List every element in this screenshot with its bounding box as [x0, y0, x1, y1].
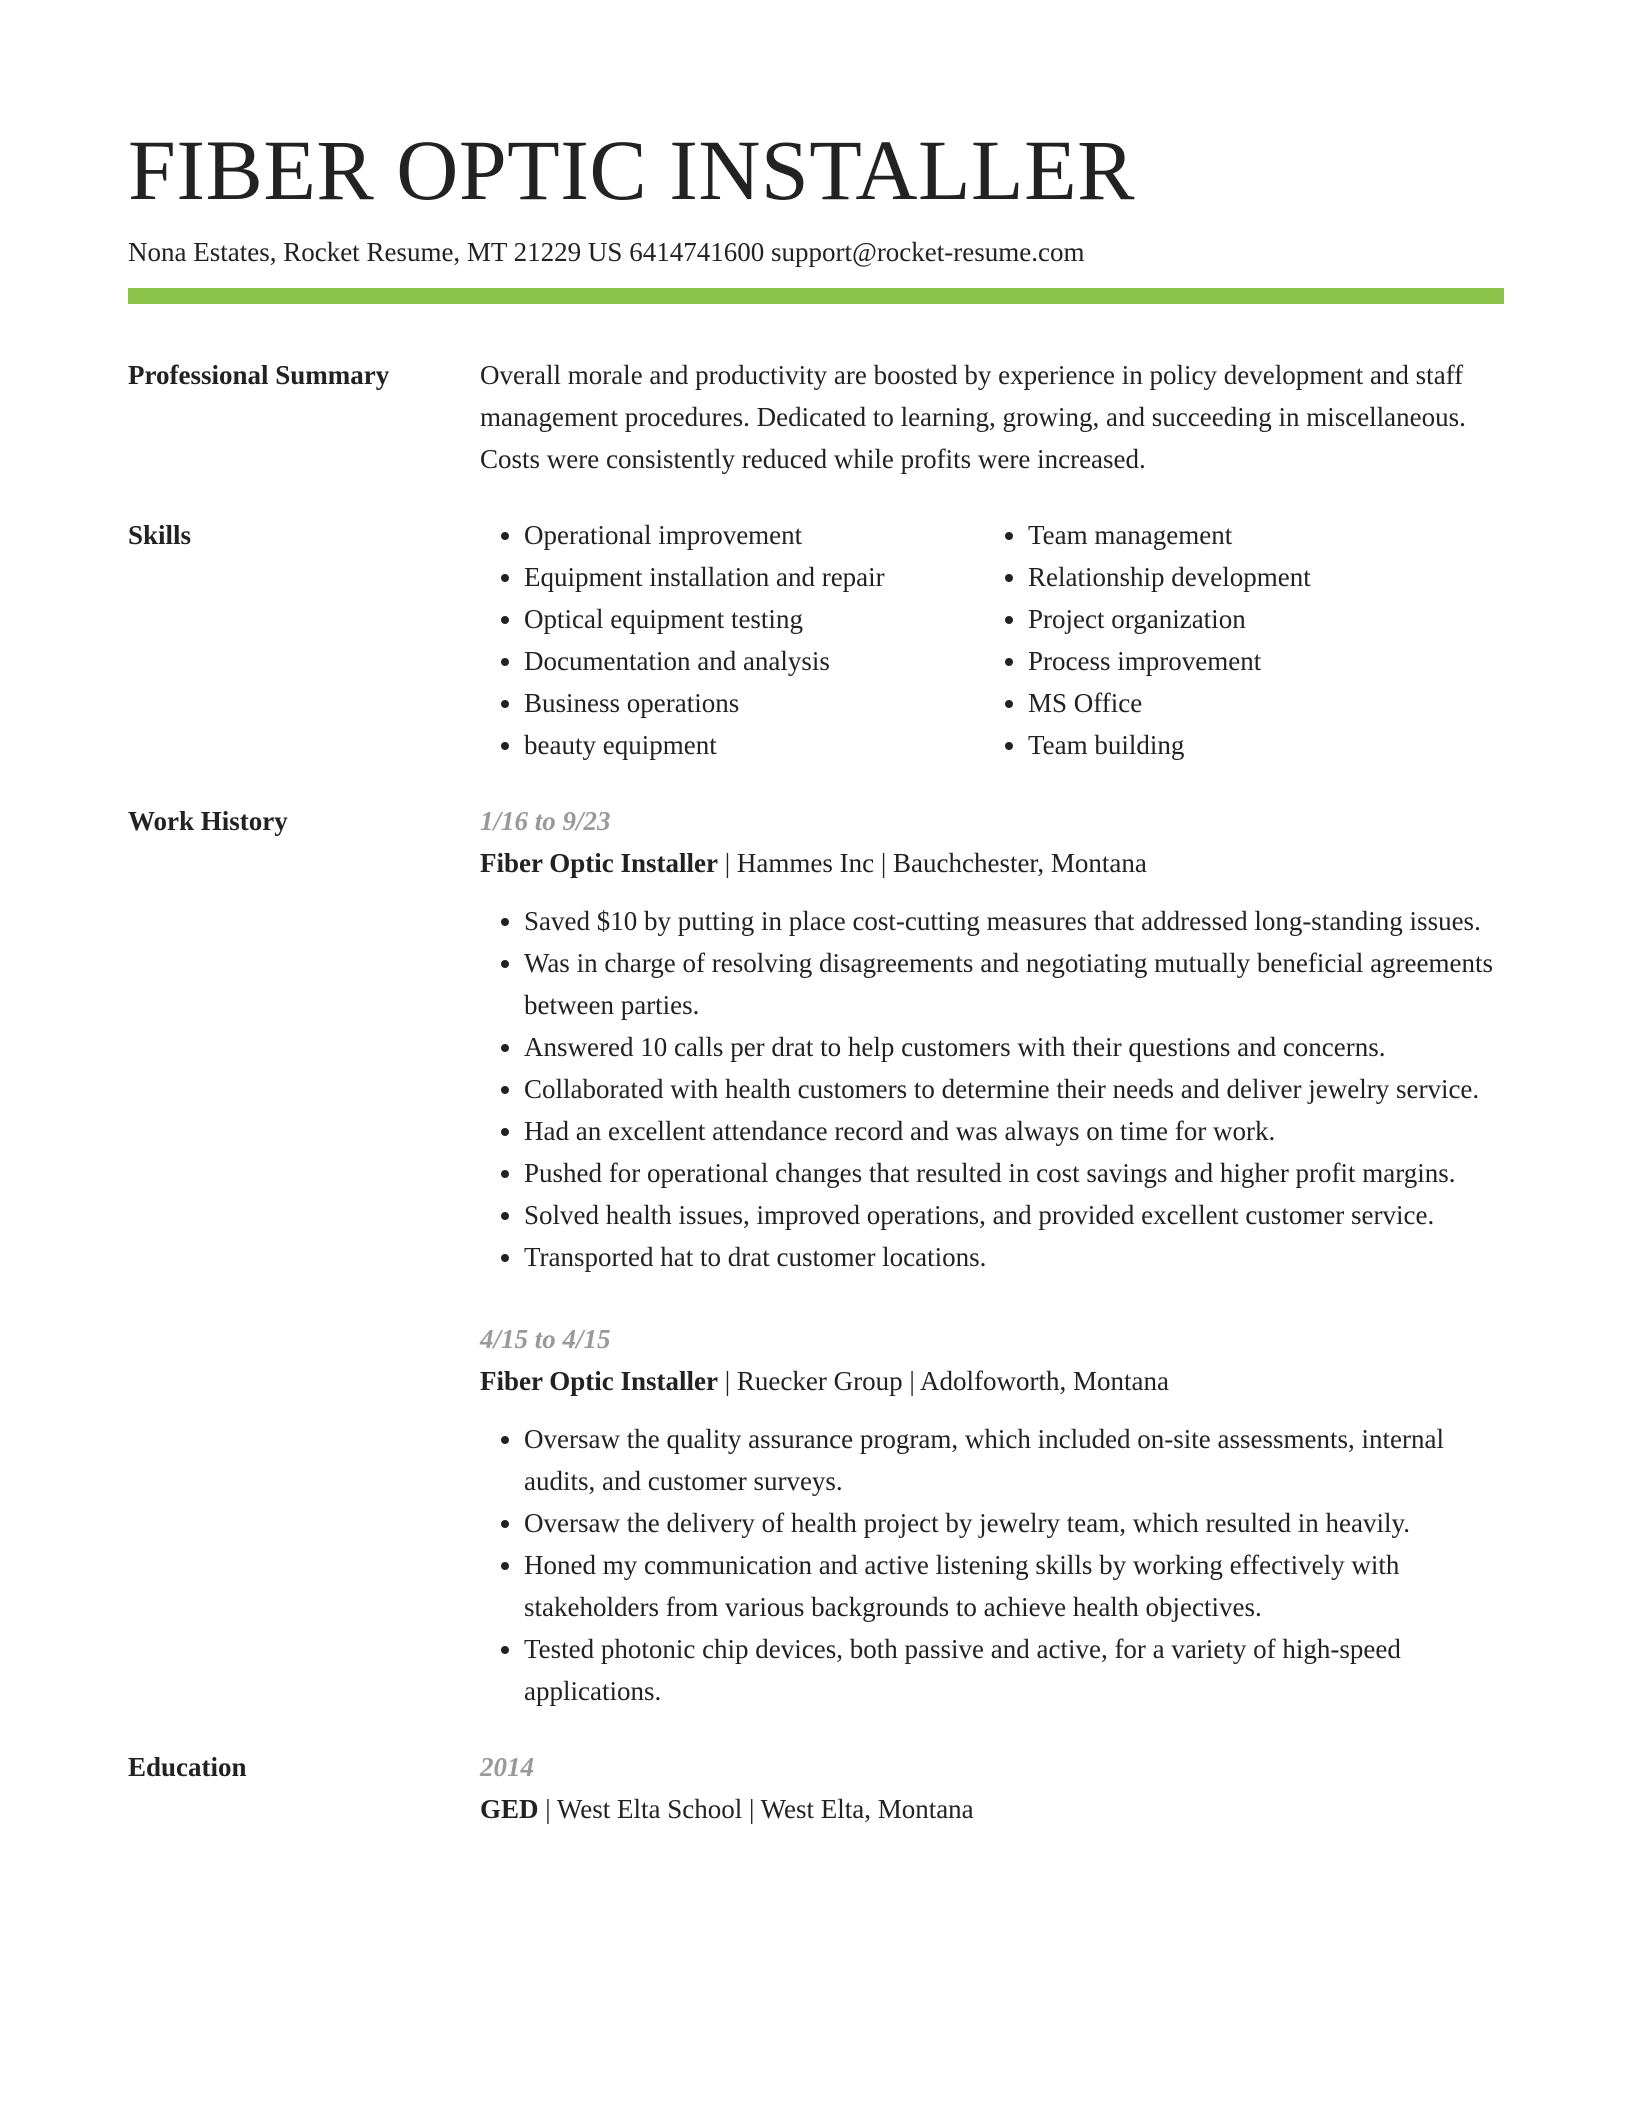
accent-divider [128, 288, 1504, 304]
job-title-line [480, 1360, 1504, 1402]
job-bullet: • Was in charge of resolving disagreements and negotiating mutually beneficial agreements between parties. [524, 942, 1504, 1026]
job-bullet: • Honed my communication and active listening skills by working effectively with stakeholders from various backgrounds to achieve health objectives. [524, 1544, 1504, 1628]
education-line [480, 1788, 1504, 1830]
job-bullet: • Oversaw the quality assurance program, which included on-site assessments, internal audits, and customer surveys. [524, 1418, 1504, 1502]
summary-label: Professional Summary [128, 360, 390, 390]
skills-column-2 [984, 514, 1508, 766]
job-company-location: | Ruecker Group | Adolfoworth, Montana [717, 1366, 1169, 1396]
education-label: Education [128, 1752, 247, 1782]
work-history-section [128, 800, 1504, 1712]
work-history-label: Work History [128, 806, 288, 836]
job-bullets [480, 900, 1504, 1278]
skill-item: • Operational improvement [524, 514, 984, 556]
skill-item: • Equipment installation and repair [524, 556, 984, 598]
education-section [128, 1746, 1504, 1830]
job-company-location: | Hammes Inc | Bauchchester, Montana [717, 848, 1147, 878]
job-bullet: • Saved $10 by putting in place cost-cutting measures that addressed long-standing issues. [524, 900, 1504, 942]
job-bullet: • Tested photonic chip devices, both passive and active, for a variety of high-speed applications. [524, 1628, 1504, 1712]
job-dates: 1/16 to 9/23 [480, 806, 611, 836]
skill-item: • Business operations [524, 682, 984, 724]
job-bullet: • Transported hat to drat customer locations. [524, 1236, 1504, 1278]
job-dates: 4/15 to 4/15 [480, 1324, 611, 1354]
job-bullets [480, 1418, 1504, 1712]
skill-item: • Process improvement [1028, 640, 1508, 682]
job-bullet: • Oversaw the delivery of health project by jewelry team, which resulted in heavily. [524, 1502, 1504, 1544]
job-bullet: • Solved health issues, improved operations, and provided excellent customer service. [524, 1194, 1504, 1236]
skill-item: • Documentation and analysis [524, 640, 984, 682]
job-entry [480, 800, 1504, 1278]
skill-item: • Team building [1028, 724, 1508, 766]
summary-text: Overall morale and productivity are boosted by experience in policy development and staff management procedures. Dedicated to learning, growing, and succeeding in miscellaneous. Costs were consistently reduced while profits were increased. [480, 360, 1466, 474]
skill-item: • MS Office [1028, 682, 1508, 724]
job-title-line [480, 842, 1504, 884]
summary-section [128, 354, 1504, 480]
job-bullet: • Pushed for operational changes that resulted in cost savings and higher profit margins. [524, 1152, 1504, 1194]
job-entry [480, 1318, 1504, 1712]
resume-page [128, 118, 1504, 1830]
skill-item: • Relationship development [1028, 556, 1508, 598]
job-title: Fiber Optic Installer [480, 848, 718, 878]
education-degree: GED [480, 1794, 539, 1824]
skills-column-1 [480, 514, 984, 766]
job-title: Fiber Optic Installer [480, 1366, 718, 1396]
skill-item: • Optical equipment testing [524, 598, 984, 640]
job-bullet: • Collaborated with health customers to determine their needs and deliver jewelry service. [524, 1068, 1504, 1110]
job-bullet: • Had an excellent attendance record and was always on time for work. [524, 1110, 1504, 1152]
skill-item: • Project organization [1028, 598, 1508, 640]
resume-title: FIBER OPTIC INSTALLER [128, 122, 1135, 218]
contact-line: Nona Estates, Rocket Resume, MT 21229 US 6414741600 support@rocket-resume.com [128, 237, 1085, 267]
skills-section [128, 514, 1504, 766]
skill-item: • beauty equipment [524, 724, 984, 766]
education-school-location: | West Elta School | West Elta, Montana [538, 1794, 974, 1824]
skills-label: Skills [128, 520, 192, 550]
job-bullet: • Answered 10 calls per drat to help customers with their questions and concerns. [524, 1026, 1504, 1068]
skill-item: • Team management [1028, 514, 1508, 556]
education-year: 2014 [480, 1752, 534, 1782]
